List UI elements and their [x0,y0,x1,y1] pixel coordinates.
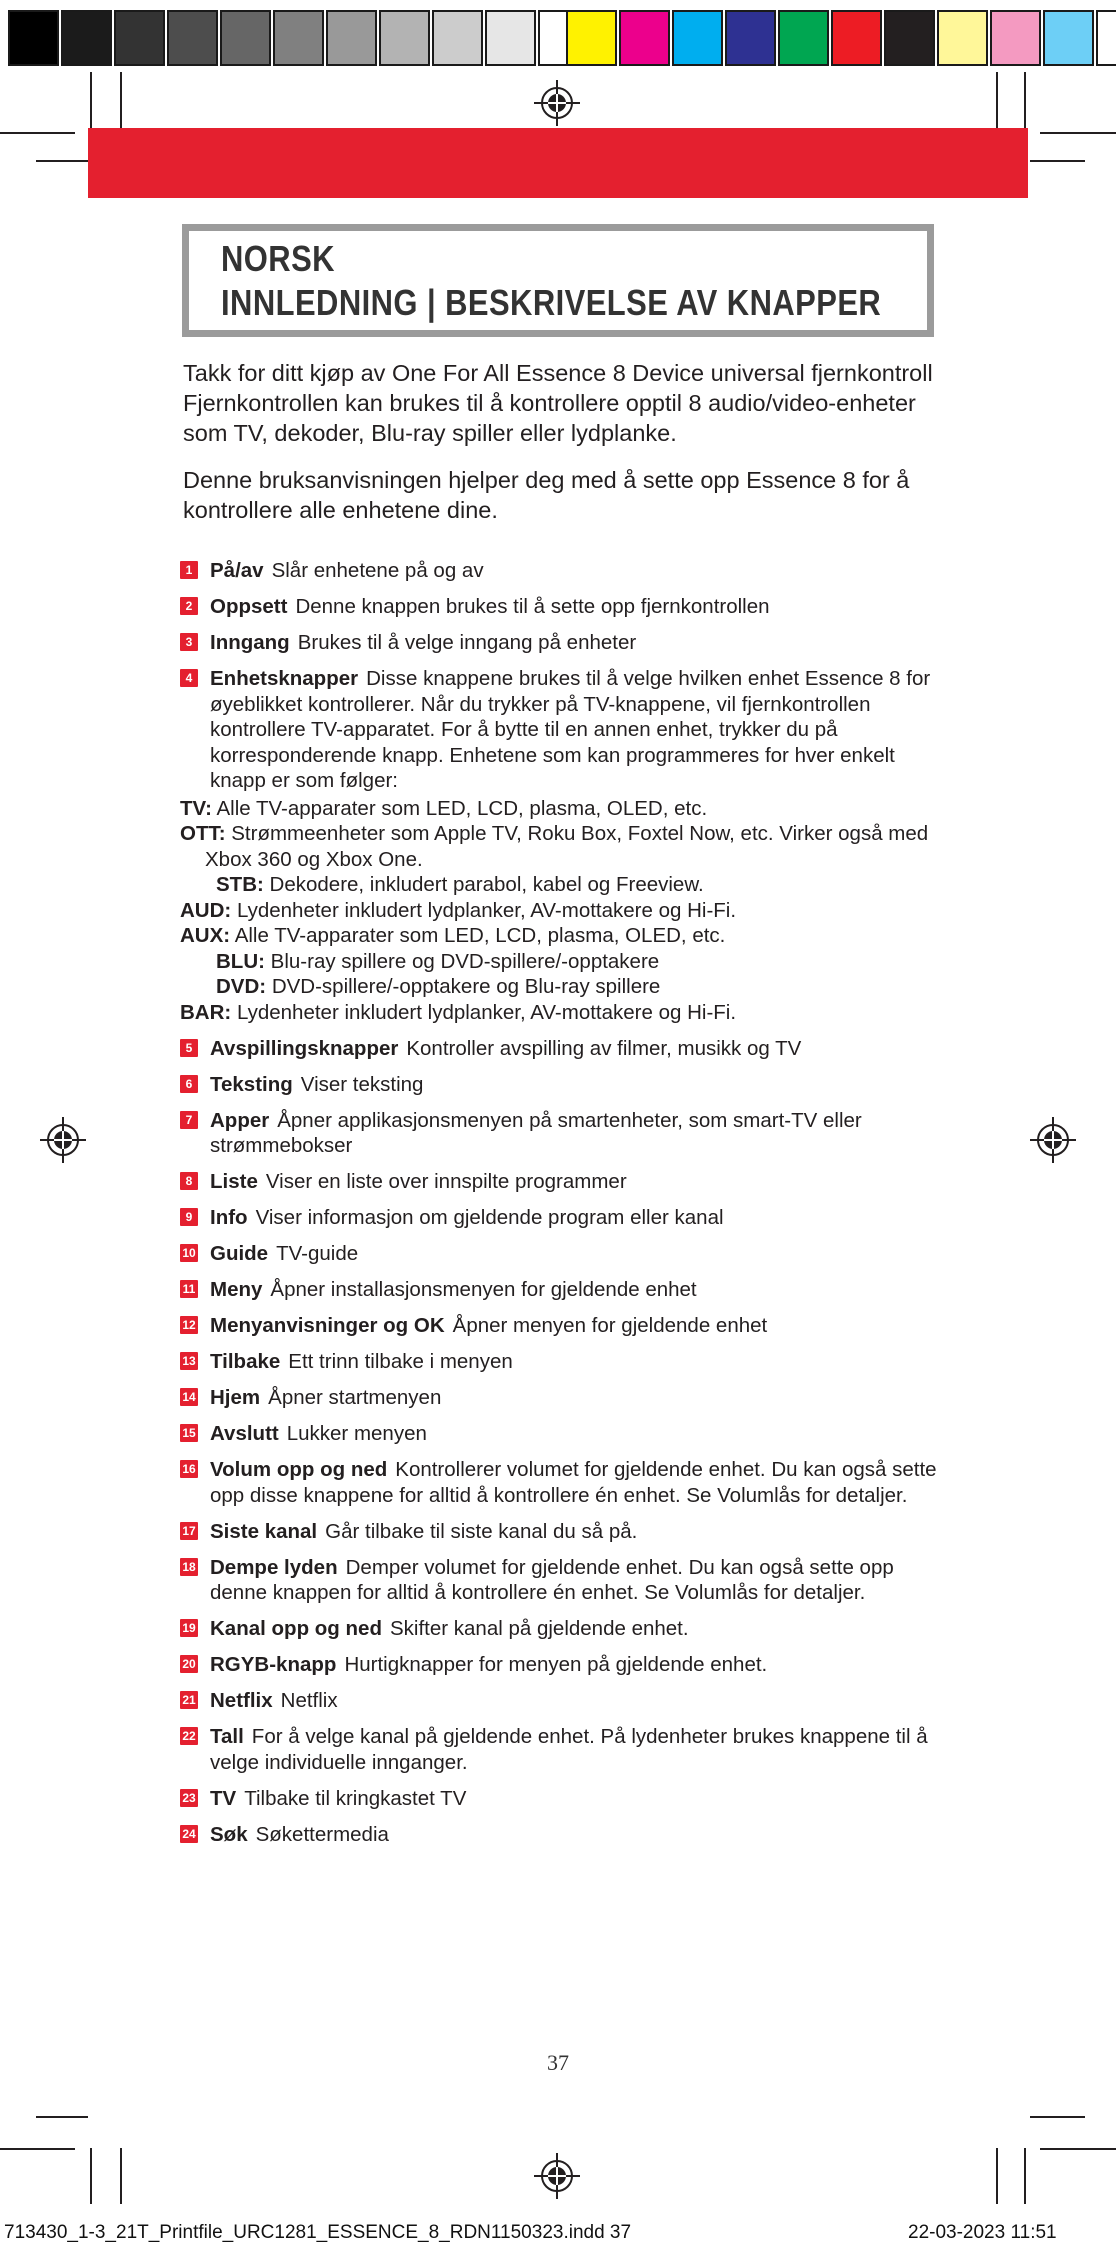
button-description-item [180,1519,940,1545]
button-label: Meny [210,1278,263,1301]
footer-file-slug: 713430_1-3_21T_Printfile_URC1281_ESSENCE_8_RDN1150323.indd 37 [4,2222,632,2243]
item-number-badge: 4 [180,669,198,687]
device-type-text: Lydenheter inkludert lydplanker, AV-mottakere og Hi-Fi. [236,1000,737,1024]
button-label: Guide [210,1242,269,1265]
crop-mark [90,72,92,128]
color-swatch [167,10,218,66]
button-label: TV [210,1786,237,1810]
device-type-text: DVD-spillere/-opptakere og Blu-ray spillere [271,975,661,998]
crop-mark [90,2148,92,2204]
button-description: TV-guide [276,1242,359,1265]
item-number-badge: 12 [180,1316,198,1334]
color-swatch [485,10,536,66]
item-number-badge: 13 [180,1352,198,1370]
crop-mark [1040,2148,1116,2150]
item-number-badge: 6 [180,1075,198,1093]
button-description: Åpner applikasjonsmenyen på smartenheter, som smart-TV eller strømmebokser [210,1108,862,1157]
page-number: 37 [547,2050,569,2075]
item-number-badge: 5 [180,1039,198,1057]
crop-mark [0,132,75,134]
color-swatch [725,10,776,66]
registration-mark-icon [40,1117,86,1163]
device-type-item [180,796,940,822]
color-swatch [273,10,324,66]
button-label: Inngang [210,631,290,654]
color-swatch [8,10,59,66]
item-number-badge: 21 [180,1691,198,1709]
color-swatch [619,10,670,66]
button-description: Kontrollerer volumet for gjeldende enhet. Du kan også sette opp disse knappene for alltid å kontrollere én enhet. Se Volumlås for detaljer. [210,1458,937,1507]
button-label: På/av [210,559,264,582]
item-number-badge: 19 [180,1619,198,1637]
section-title-box [182,224,934,337]
button-label: Kanal opp og ned [210,1617,382,1640]
crop-mark [1040,132,1116,134]
button-description-item [180,1313,940,1339]
button-description: Viser informasjon om gjeldende program eller kanal [255,1206,724,1229]
button-description-item [180,558,940,584]
button-label: Apper [210,1108,270,1132]
crop-mark [1024,72,1026,128]
crop-mark [1030,160,1085,162]
button-description: Tilbake til kringkastet TV [244,1786,467,1810]
button-label: Tall [210,1725,244,1748]
button-description-item [180,1616,940,1642]
item-number-badge: 17 [180,1522,198,1540]
button-description-list [180,558,940,1858]
device-type-text: Strømmeenheter som Apple TV, Roku Box, Foxtel Now, etc. Virker også med Xbox 360 og Xbox One. [205,822,929,871]
button-description: Ett trinn tilbake i menyen [288,1350,513,1373]
button-label: Info [210,1206,248,1229]
footer-date: 22-03-2023 11:51 [908,2222,1057,2243]
item-number-badge: 14 [180,1388,198,1406]
color-swatch [220,10,271,66]
intro-text [183,358,943,542]
crop-mark [0,2148,75,2150]
crop-mark [120,2148,122,2204]
button-label: Avspillingsknapper [210,1036,399,1060]
color-swatch [566,10,617,66]
item-number-badge: 16 [180,1460,198,1478]
button-label: Enhetsknapper [210,667,359,690]
button-label: Tilbake [210,1350,281,1373]
button-description-item [180,1108,940,1159]
item-number-badge: 7 [180,1111,198,1129]
device-type-code: OTT: [180,822,226,845]
button-label: Avslutt [210,1422,279,1445]
grayscale-color-bar [8,10,591,66]
button-description-item [180,1652,940,1678]
button-label: Menyanvisninger og OK [210,1314,445,1337]
device-type-text: Alle TV-apparater som LED, LCD, plasma, OLED, etc. [216,796,708,820]
button-description-item [180,1724,940,1775]
item-number-badge: 10 [180,1244,198,1262]
color-swatch [326,10,377,66]
device-type-item [180,1000,940,1026]
device-type-item [216,974,940,1000]
button-description-item [180,1555,940,1606]
device-type-code: DVD: [216,975,267,998]
device-type-text: Blu-ray spillere og DVD-spillere/-opptakere [270,949,660,973]
color-swatch [937,10,988,66]
device-type-code: STB: [216,873,264,896]
item-number-badge: 3 [180,633,198,651]
device-type-text: Dekodere, inkludert parabol, kabel og Freeview. [269,873,704,896]
button-description: For å velge kanal på gjeldende enhet. På lydenheter brukes knappene til å velge individuelle innganger. [210,1725,928,1774]
registration-mark-icon [1030,1117,1076,1163]
button-label: Siste kanal [210,1519,318,1543]
item-number-badge: 22 [180,1727,198,1745]
button-description-item [180,1072,940,1098]
device-type-text: Lydenheter inkludert lydplanker, AV-mottakere og Hi-Fi. [236,898,737,922]
device-type-code: AUD: [180,898,232,922]
color-swatch [884,10,935,66]
device-type-code: BLU: [216,949,265,973]
button-description-item [180,594,940,620]
color-swatch [114,10,165,66]
button-description-item [180,1786,940,1812]
crop-mark [996,2148,998,2204]
process-color-bar [566,10,1116,66]
color-swatch [672,10,723,66]
device-type-code: TV: [180,796,212,820]
button-description: Demper volumet for gjeldende enhet. Du kan også sette opp denne knappen for alltid å kontrollere én enhet. Se Volumlås for detaljer. [210,1555,894,1604]
device-type-item [216,949,940,975]
button-description: Viser teksting [300,1072,424,1096]
crop-mark [1030,2116,1085,2118]
button-description: Søkettermedia [255,1822,389,1846]
button-description: Lukker menyen [286,1422,427,1445]
button-description-item [180,1241,940,1267]
intro-paragraph: Denne bruksanvisningen hjelper deg med å sette opp Essence 8 for å kontrollere alle enhetene dine. [183,467,910,523]
color-swatch [379,10,430,66]
button-description-item [180,1277,940,1303]
item-number-badge: 18 [180,1558,198,1576]
button-description: Brukes til å velge inngang på enheter [297,631,637,654]
button-description: Denne knappen brukes til å sette opp fjernkontrollen [295,595,770,618]
device-type-list [180,796,940,1026]
device-type-code: BAR: [180,1000,232,1024]
button-description: Åpner startmenyen [268,1386,442,1409]
color-swatch [61,10,112,66]
button-description: Disse knappene brukes til å velge hvilken enhet Essence 8 for øyeblikket kontrollerer. Når du trykker på TV-knappene, vil fjernkontrollen kontrollere TV-apparatet. For å bytte til en annen enhet, trykker du på korresponderende knapp. Enhetene som kan programmeres for hver enkelt knapp er som følger: [210,667,931,792]
crop-mark [36,2116,88,2118]
item-number-badge: 1 [180,561,198,579]
color-swatch [831,10,882,66]
device-type-item [180,821,940,872]
button-description: Åpner menyen for gjeldende enhet [452,1314,768,1337]
button-description-item [180,1169,940,1195]
button-description-item [180,630,940,656]
item-number-badge: 15 [180,1424,198,1442]
button-description: Netflix [280,1689,338,1712]
crop-mark [36,160,88,162]
button-description-item [180,1822,940,1848]
color-swatch [1043,10,1094,66]
item-number-badge: 20 [180,1655,198,1673]
intro-paragraph: Takk for ditt kjøp av One For All Essence 8 Device universal fjernkontroll Fjernkontrollen kan brukes til å kontrollere opptil 8 audio/video-enheter som TV, dekoder, Blu-ray spiller eller lydplanke. [183,360,933,446]
item-number-badge: 23 [180,1789,198,1807]
button-description-item [180,1385,940,1411]
button-label: RGYB-knapp [210,1653,337,1676]
crop-mark [120,72,122,128]
color-swatch [778,10,829,66]
item-number-badge: 9 [180,1208,198,1226]
button-description: Viser en liste over innspilte programmer [265,1170,627,1193]
button-description: Kontroller avspilling av filmer, musikk og TV [406,1036,802,1060]
device-type-code: AUX: [180,924,231,947]
button-description-item [180,1688,940,1714]
crop-mark [1024,2148,1026,2204]
button-description: Går tilbake til siste kanal du så på. [325,1519,638,1543]
button-label: Søk [210,1822,248,1846]
button-label: Volum opp og ned [210,1458,388,1481]
button-label: Liste [210,1170,258,1193]
item-number-badge: 24 [180,1825,198,1843]
device-type-item [216,872,940,898]
registration-mark-icon [534,80,580,126]
device-type-item [180,898,940,924]
device-type-item [180,923,940,949]
button-description: Slår enhetene på og av [271,559,484,582]
header-accent-band [88,128,1028,198]
button-label: Oppsett [210,595,288,618]
color-swatch [1096,10,1116,66]
button-description: Skifter kanal på gjeldende enhet. [389,1617,689,1640]
button-label: Hjem [210,1386,261,1409]
button-description-item [180,1036,940,1062]
item-number-badge: 2 [180,597,198,615]
button-description: Åpner installasjonsmenyen for gjeldende enhet [270,1278,697,1301]
device-type-text: Alle TV-apparater som LED, LCD, plasma, OLED, etc. [234,924,726,947]
button-description-item [180,1457,940,1508]
button-description-item [180,666,940,1025]
button-description-item [180,1205,940,1231]
button-description: Hurtigknapper for menyen på gjeldende enhet. [344,1653,768,1676]
color-swatch [432,10,483,66]
button-label: Dempe lyden [210,1555,338,1579]
button-description-item [180,1421,940,1447]
language-heading: NORSK [221,238,335,279]
registration-mark-icon [534,2153,580,2199]
button-label: Netflix [210,1689,273,1712]
section-heading: INNLEDNING | BESKRIVELSE AV KNAPPER [221,282,882,323]
color-swatch [990,10,1041,66]
item-number-badge: 8 [180,1172,198,1190]
item-number-badge: 11 [180,1280,198,1298]
button-label: Teksting [210,1072,293,1096]
crop-mark [996,72,998,128]
button-description-item [180,1349,940,1375]
